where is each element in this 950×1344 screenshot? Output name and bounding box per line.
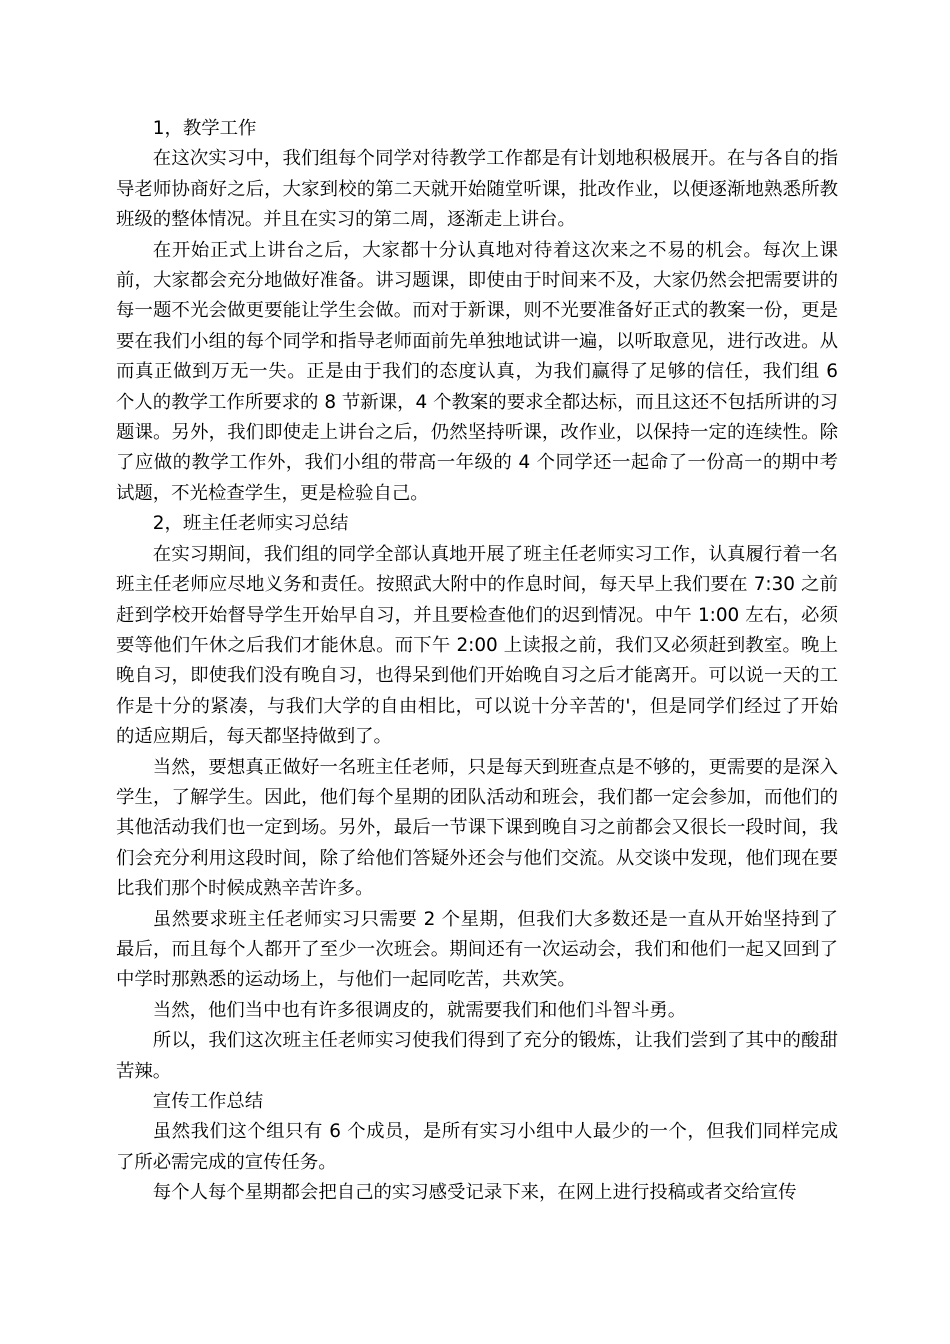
paragraph: 在开始正式上讲台之后，大家都十分认真地对待着这次来之不易的机会。每次上课前，大家都会充分地做好准备。讲习题课，即使由于时间来不及，大家仍然会把需要讲的每一题不光会做更要能让学生会做。而对于新课，则不光要准备好正式的教案一份，更是要在我们小组的每个同学和指导老师面前先单独地试讲一遍，以听取意见，进行改进。从而真正做到万无一失。正是由于我们的态度认真，为我们赢得了足够的信任，我们组 6 个人的教学工作所要求的 8 节新课，4 个教案的要求全都达标，而且这还不包括所讲的习题课。另外，我们即使走上讲台之后，仍然坚持听课，改作业，以保持一定的连续性。除了应做的教学工作外，我们小组的带高一年级的 4 个同学还一起命了一份高一的期中考试题，不光检查学生，更是检验自己。	[116, 239, 838, 504]
section-heading-teaching: 1，教学工作	[152, 118, 257, 139]
paragraph: 在这次实习中，我们组每个同学对待教学工作都是有计划地积极展开。在与各自的指导老师协商好之后，大家到校的第二天就开始随堂听课，批改作业，以便逐渐地熟悉所教班级的整体情况。并且在实习的第二周，逐渐走上讲台。	[116, 148, 838, 231]
section-heading-head-teacher: 2，班主任老师实习总结	[152, 513, 349, 535]
section-heading-publicity: 宣传工作总结	[152, 1091, 264, 1112]
paragraph: 虽然要求班主任老师实习只需要 2 个星期，但我们大多数还是一直从开始坚持到了最后，而且每个人都开了至少一次班会。期间还有一次运动会，我们和他们一起又回到了中学时那熟悉的运动场上，与他们一起同吃苦，共欢笑。	[116, 908, 838, 991]
paragraph: 所以，我们这次班主任老师实习使我们得到了充分的锻炼，让我们尝到了其中的酸甜苦辣。	[116, 1030, 838, 1082]
document-body	[116, 114, 838, 1209]
paragraph: 在实习期间，我们组的同学全部认真地开展了班主任老师实习工作，认真履行着一名班主任老师应尽地义务和责任。按照武大附中的作息时间，每天早上我们要在 7:30 之前赶到学校开始督导学生开始早自习，并且要检查他们的迟到情况。中午 1:00 左右，必须要等他们午休之后我们才能休息。而下午 2:00 上读报之前，我们又必须赶到教室。晚上晚自习，即使我们没有晚自习，也得呆到他们开始晚自习之后才能离开。可以说一天的工作是十分的紧凑，与我们大学的自由相比，可以说十分辛苦的'，但是同学们经过了开始的适应期后，每天都坚持做到了。	[116, 543, 838, 748]
paragraph: 当然，他们当中也有许多很调皮的，就需要我们和他们斗智斗勇。	[152, 999, 687, 1021]
paragraph: 虽然我们这个组只有 6 个成员，是所有实习小组中人最少的一个，但我们同样完成了所必需完成的宣传任务。	[116, 1121, 838, 1173]
paragraph: 当然，要想真正做好一名班主任老师，只是每天到班查点是不够的，更需要的是深入学生，了解学生。因此，他们每个星期的团队活动和班会，我们都一定会参加，而他们的其他活动我们也一定到场。另外，最后一节课下课到晚自习之前都会又很长一段时间，我们会充分利用这段时间，除了给他们答疑外还会与他们交流。从交谈中发现，他们现在要比我们那个时候成熟辛苦许多。	[116, 756, 838, 900]
paragraph: 每个人每个星期都会把自己的实习感受记录下来，在网上进行投稿或者交给宣传	[152, 1182, 797, 1204]
